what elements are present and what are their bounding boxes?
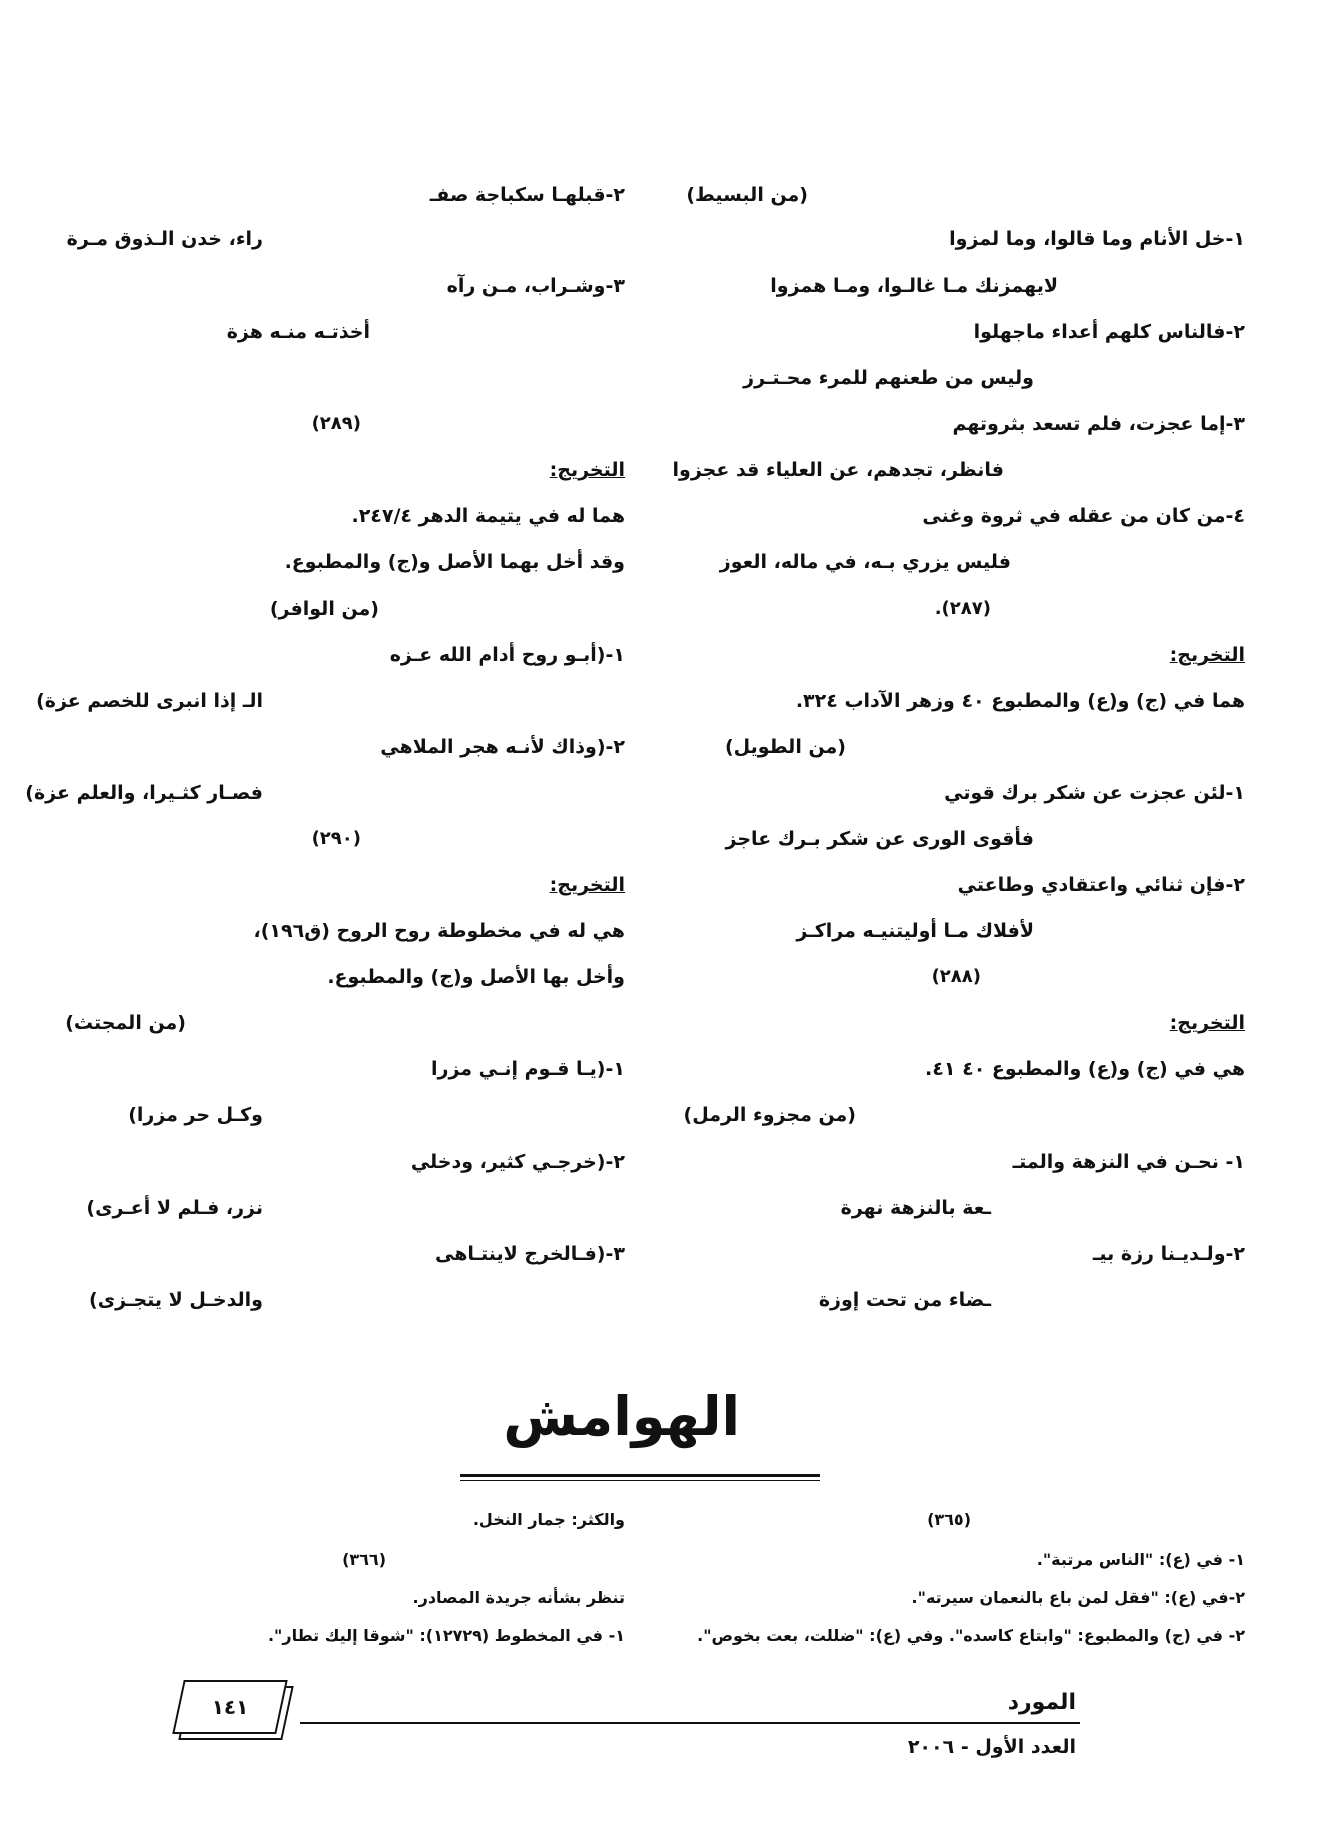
verse-line: فأقوى الورى عن شكر بـرك عاجز xyxy=(725,828,1034,850)
verse-line: ٣-(فـالخرج لاينتـاهى xyxy=(434,1243,625,1265)
verse-line: ١-(يـا قـوم إنـي مزرا xyxy=(431,1058,625,1080)
meter-label: (من مجزوء الرمل) xyxy=(683,1104,856,1126)
verse-line: ـضاء من تحت إوزة xyxy=(818,1289,991,1311)
issue-label: العدد الأول - ٢٠٠٦ xyxy=(907,1736,1076,1758)
meter-label: (من المجتث) xyxy=(65,1012,186,1034)
verse-line: ٢-قبلهـا سكباجة صفـ xyxy=(429,184,625,206)
source-note: وأخل بها الأصل و(ج) والمطبوع. xyxy=(327,966,625,988)
section-heading: التخريج: xyxy=(1169,644,1245,666)
section-heading: التخريج: xyxy=(549,874,625,896)
entry-number: (٢٩٠) xyxy=(311,828,361,849)
footnote-line: ١- في المخطوط (١٢٧٢٩): "شوقا إليك تطار". xyxy=(267,1626,625,1645)
meter-label: (من البسيط) xyxy=(686,184,808,206)
verse-line: ١-لئن عجزت عن شكر برك قوتي xyxy=(944,782,1245,804)
entry-number: (٢٨٨) xyxy=(931,966,981,987)
verse-line: ١- نحـن في النزهة والمتـ xyxy=(1012,1151,1245,1173)
source-note: هما في (ج) و(ع) والمطبوع ٤٠ وزهر الآداب ٣٢٤. xyxy=(795,690,1245,712)
footnote-line: والكثر: جمار النخل. xyxy=(472,1510,625,1529)
entry-number: (٢٨٧). xyxy=(934,598,991,619)
section-heading: التخريج: xyxy=(549,459,625,481)
footnote-line: ٢-في (ع): "فقل لمن باع بالنعمان سيرته". xyxy=(911,1588,1245,1607)
footer-rule xyxy=(300,1722,1080,1724)
verse-line: فانظر، تجدهم، عن العلياء قد عجزوا xyxy=(672,459,1004,481)
footnote-number: (٣٦٦) xyxy=(342,1550,386,1569)
verse-line: ٤-من كان من عقله في ثروة وغنى xyxy=(922,505,1245,527)
verse-line: لايهمزنك مـا غالـوا، ومـا همزوا xyxy=(770,275,1058,297)
meter-label: (من الوافر) xyxy=(269,598,379,620)
verse-line: ٢-(خرجـي كثير، ودخلي xyxy=(410,1151,625,1173)
verse-line: فصـار كثـيرا، والعلم عزة) xyxy=(25,782,263,804)
page-number-frame xyxy=(172,1680,287,1734)
verse-line: وليس من طعنهم للمرء محـتـرز xyxy=(743,367,1034,389)
verse-line: ٢-ولـديـنا رزة بيـ xyxy=(1092,1243,1245,1265)
title-rule-thin xyxy=(460,1480,820,1481)
verse-line: نزر، فـلم لا أعـرى) xyxy=(86,1197,263,1219)
verse-line: الـ إذا انبرى للخصم عزة) xyxy=(36,690,263,712)
verse-line: ـعة بالنزهة نهرة xyxy=(840,1197,991,1219)
footnote-line: تنظر بشأنه جريدة المصادر. xyxy=(412,1588,625,1607)
verse-line: وكـل حر مزرا) xyxy=(128,1104,263,1126)
entry-number: (٢٨٩) xyxy=(311,413,361,434)
footnote-number: (٣٦٥) xyxy=(927,1510,971,1529)
meter-label: (من الطويل) xyxy=(724,736,846,758)
verse-line: لأفلاك مـا أوليتنيـه مراكـز xyxy=(796,920,1034,942)
verse-line: ٢-(وذاك لأنـه هجر الملاهي xyxy=(380,736,625,758)
footnote-line: ٢- في (ج) والمطبوع: "وابتاع كاسده". وفي (ع): "ضللت، بعت بخوص". xyxy=(697,1626,1245,1645)
source-note: هما له في يتيمة الدهر ٢٤٧/٤. xyxy=(351,505,625,527)
footnotes-title: الهوامش xyxy=(503,1385,740,1448)
section-heading: التخريج: xyxy=(1169,1012,1245,1034)
source-note: هي في (ج) و(ع) والمطبوع ٤٠ ٤١. xyxy=(925,1058,1245,1080)
verse-line: ١-خل الأنام وما قالوا، وما لمزوا xyxy=(949,228,1245,250)
verse-line: أخذتـه منـه هزة xyxy=(226,321,370,343)
footnote-line: ١- في (ع): "الناس مرتبة". xyxy=(1036,1550,1245,1569)
verse-line: ٢-فالناس كلهم أعداء ماجهلوا xyxy=(973,321,1245,343)
verse-line: ٢-فإن ثنائي واعتقادي وطاعتي xyxy=(957,874,1245,896)
verse-line: ٣-إما عجزت، فلم تسعد بثروتهم xyxy=(952,413,1245,435)
verse-line: ٣-وشـراب، مـن رآه xyxy=(446,275,625,297)
verse-line: ١-(أبـو روح أدام الله عـزه xyxy=(389,644,625,666)
source-note: هي له في مخطوطة روح الروح (ق١٩٦)، xyxy=(253,920,625,942)
source-note: وقد أخل بهما الأصل و(ج) والمطبوع. xyxy=(284,551,625,573)
verse-line: والدخـل لا يتجـزى) xyxy=(89,1289,263,1311)
journal-name: المورد xyxy=(1007,1690,1076,1715)
verse-line: راء، خدن الـذوق مـرة xyxy=(66,228,263,250)
page-number: ١٤١ xyxy=(211,1695,249,1719)
title-rule xyxy=(460,1474,820,1477)
verse-line: فليس يزري بـه، في ماله، العوز xyxy=(719,551,1011,573)
